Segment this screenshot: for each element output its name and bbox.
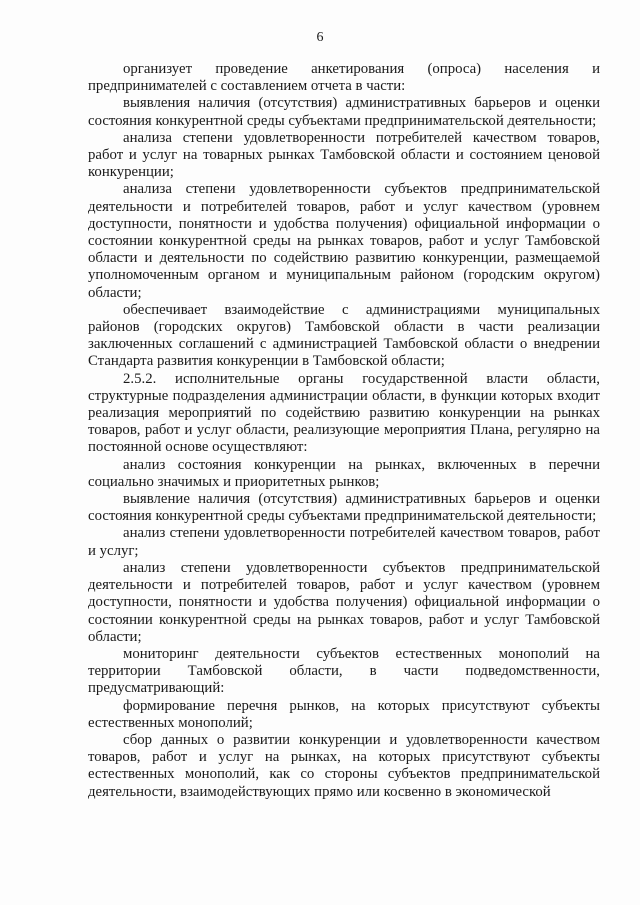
paragraph: сбор данных о развитии конкуренции и удовлетворенности качеством товаров, работ и услуг на рынках, на которых присутствуют субъекты естественных монополий, как со стороны субъектов предпринимательской деятельности, взаимодействующих прямо или косвенно в экономической [88, 731, 600, 800]
paragraph: анализ степени удовлетворенности потребителей качеством товаров, работ и услуг; [88, 525, 600, 559]
paragraph: организует проведение анкетирования (опроса) населения и предпринимателей с составлением отчета в части: [88, 61, 600, 95]
paragraph: анализа степени удовлетворенности субъектов предпринимательской деятельности и потребителей товаров, работ и услуг качеством (уровнем доступности, понятности и удобства получения) официальной информации о состоянии конкурентной среды на рынках товаров, работ и услуг Тамбовской области и деятельности по содействию развитию конкуренции, размещаемой уполномоченным органом и муниципальным районом (городским округом) области; [88, 181, 600, 301]
paragraph: мониторинг деятельности субъектов естественных монополий на территории Тамбовской области, в части подведомственности, предусматривающий: [88, 645, 600, 697]
paragraph: выявления наличия (отсутствия) административных барьеров и оценки состояния конкурентной среды субъектами предпринимательской деятельности; [88, 95, 600, 129]
paragraph: выявление наличия (отсутствия) административных барьеров и оценки состояния конкурентной среды субъектами предпринимательской деятельности; [88, 491, 600, 525]
paragraph: анализ состояния конкуренции на рынках, включенных в перечни социально значимых и приоритетных рынков; [88, 456, 600, 490]
document-body [88, 61, 600, 801]
paragraph: анализ степени удовлетворенности субъектов предпринимательской деятельности и потребителей товаров, работ и услуг качеством (уровнем доступности, понятности и удобства получения) официальной информации о состоянии конкурентной среды на рынках товаров, работ и услуг Тамбовской области; [88, 559, 600, 645]
paragraph: формирование перечня рынков, на которых присутствуют субъекты естественных монополий; [88, 697, 600, 731]
page-number: 6 [316, 30, 324, 45]
paragraph: обеспечивает взаимодействие с администрациями муниципальных районов (городских округов) Тамбовской области в части реализации заключенных соглашений с администрацией Тамбовской области о внедрении Стандарта развития конкуренции в Тамбовской области; [88, 301, 600, 370]
paragraph: анализа степени удовлетворенности потребителей качеством товаров, работ и услуг на товарных рынках Тамбовской области и состоянием ценовой конкуренции; [88, 129, 600, 181]
paragraph: 2.5.2. исполнительные органы государственной власти области, структурные подразделения администрации области, в функции которых входит реализация мероприятий по содействию развитию конкуренции на рынках товаров, работ и услуг области, реализующие мероприятия Плана, регулярно на постоянной основе осуществляют: [88, 370, 600, 456]
